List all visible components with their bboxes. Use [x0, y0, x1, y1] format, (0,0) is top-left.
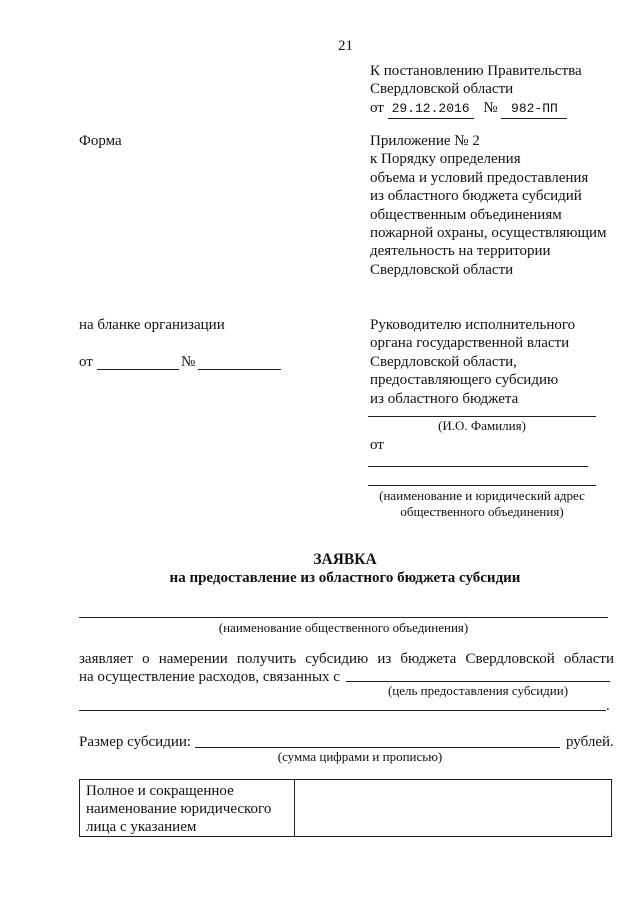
decree-date: 29.12.2016 [388, 100, 474, 119]
decree-number: 982-ПП [501, 100, 567, 119]
addressee-line: из областного бюджета [370, 390, 519, 407]
org-name-blank[interactable] [79, 617, 608, 618]
addressee-org-caption-line-2: общественного объединения) [400, 504, 564, 519]
letterhead-number-blank[interactable] [198, 369, 281, 370]
decree-date-line [370, 99, 582, 119]
addressee-block [370, 316, 575, 408]
amount-blank[interactable] [195, 747, 560, 748]
appendix-line: деятельность на территории [370, 243, 551, 260]
purpose-blank[interactable] [346, 681, 610, 682]
table-label-line: наименование юридического [86, 801, 272, 817]
appendix-line: Свердловской области [370, 261, 514, 278]
letterhead-number-label: № [181, 354, 196, 370]
application-table [79, 779, 612, 837]
amount-label: Размер субсидии: [79, 734, 192, 750]
purpose-caption: (цель предоставления субсидии) [387, 683, 569, 698]
table-label-cell [80, 780, 295, 837]
document-title: ЗАЯВКА [313, 551, 377, 568]
table-label-line: Полное и сокращенное [86, 783, 234, 799]
addressee-org-caption [368, 488, 596, 520]
amount-unit: рублей. [566, 734, 614, 750]
addressee-line: Руководителю исполнительного [370, 317, 576, 333]
appendix-line: Приложение № 2 [370, 133, 480, 149]
purpose-continuation-blank[interactable] [79, 710, 606, 711]
decree-line-2: Свердловской области [370, 81, 514, 98]
addressee-line: органа государственной власти [370, 335, 570, 352]
decree-reference [370, 62, 582, 119]
amount-caption: (сумма цифрами и прописью) [277, 749, 443, 764]
addressee-name-blank[interactable] [368, 416, 596, 417]
addressee-org-caption-line-1: (наименование и юридический адрес [379, 488, 585, 503]
addressee-org-blank-2[interactable] [368, 485, 596, 486]
addressee-line: Свердловской области, [370, 353, 517, 370]
form-label: Форма [79, 133, 122, 149]
decree-from-label: от [370, 99, 384, 116]
addressee-line: предоставляющего субсидию [370, 372, 559, 389]
letterhead-from-label: от [79, 354, 93, 370]
appendix-line: пожарной охраны, осуществляющим [370, 225, 607, 242]
table-label-line: лица с указанием [86, 819, 197, 835]
appendix-line: из областного бюджета субсидий [370, 188, 582, 205]
table-row [80, 780, 612, 837]
appendix-line: объема и условий предоставления [370, 169, 589, 186]
statement-line-1: заявляет о намерении получить субсидию из бюджета Свердловской области [79, 651, 614, 667]
letterhead-label: на бланке организации [79, 317, 225, 333]
letterhead-date-blank[interactable] [97, 369, 179, 370]
page-number: 21 [338, 38, 353, 54]
org-name-caption: (наименование общественного объединения) [218, 620, 469, 635]
appendix-line: общественным объединениям [370, 206, 562, 223]
statement-line-2: на осуществление расходов, связанных с [79, 669, 340, 685]
document-subtitle: на предоставление из областного бюджета субсидии [169, 570, 521, 586]
addressee-org-blank-1[interactable] [368, 466, 588, 467]
addressee-from-label: от [370, 437, 384, 453]
table-value-cell[interactable] [295, 780, 612, 837]
appendix-line: к Порядку определения [370, 151, 521, 168]
addressee-name-caption: (И.О. Фамилия) [438, 418, 526, 433]
decree-number-label: № [483, 99, 498, 116]
appendix-block [370, 132, 607, 279]
decree-line-1: К постановлению Правительства [370, 63, 582, 79]
purpose-period: . [606, 698, 610, 714]
